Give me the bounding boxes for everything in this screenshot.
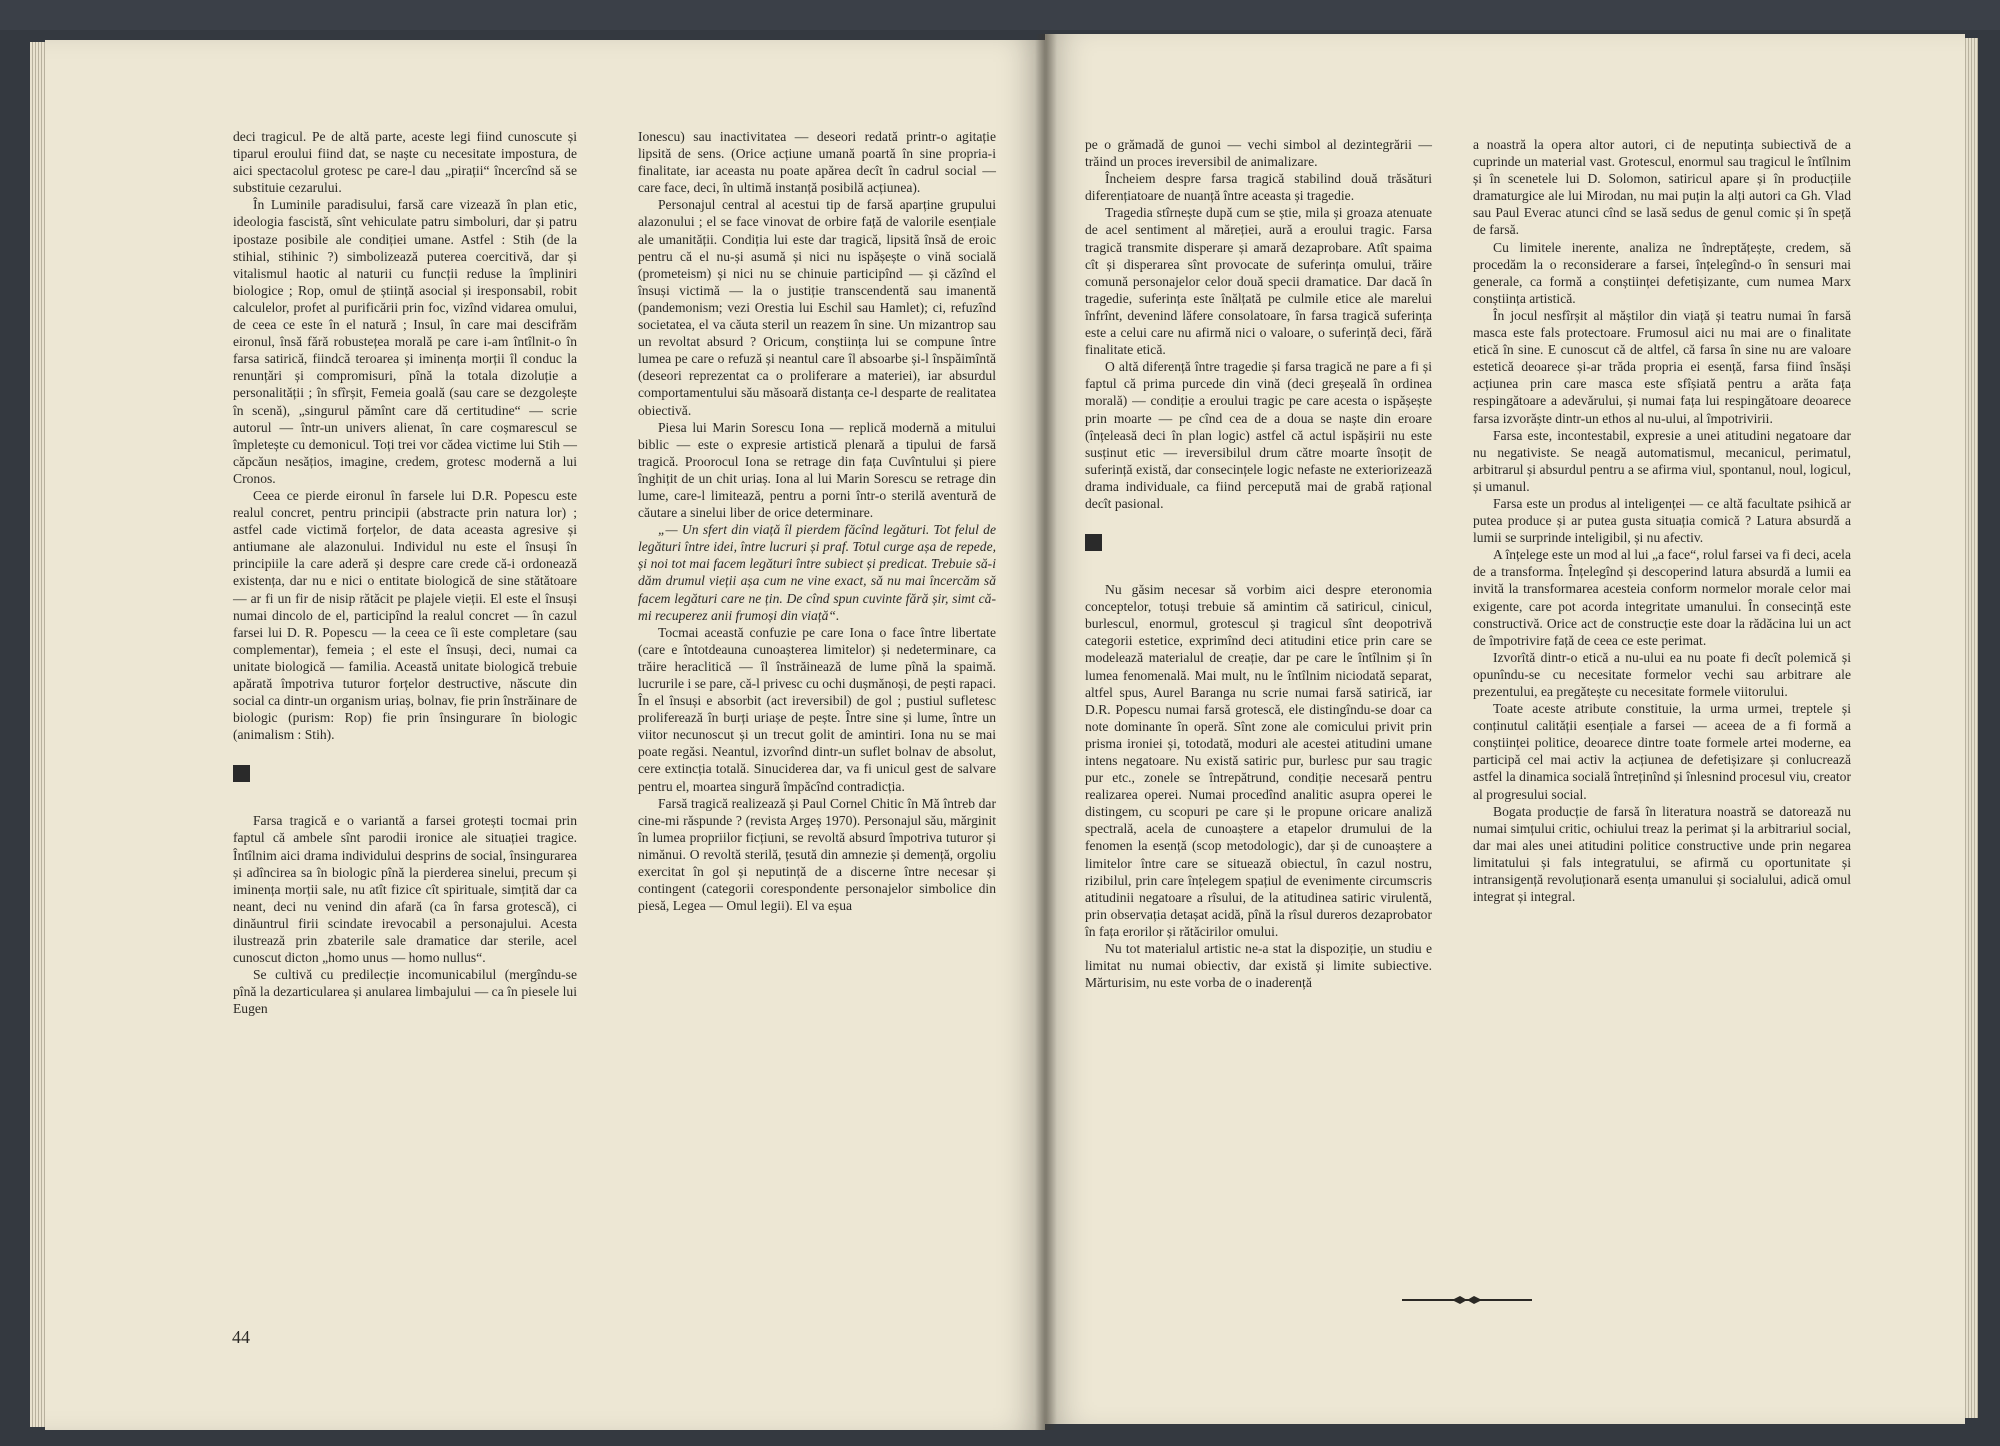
- left-page-column-2: [638, 128, 996, 914]
- paragraph: Bogata producție de farsă în literatura noastră se datorează nu numai simțului critic, ochiului treaz la perimat și la arbitrariul social, dar mai ales unei atitudini politice constructive unde prin negarea limitatului și fals integratului, se afirmă cu oportunitate și intransigență revoluționară esența umanului și socialului, adică omul integrat și integral.: [1473, 803, 1851, 905]
- book-cover-top: [0, 0, 2000, 30]
- paragraph: În Luminile paradisului, farsă care vizează în plan etic, ideologia fascistă, sînt vehiculate patru simboluri, dar și patru ipostaze posibile ale condiției umane. Astfel : Stih (de la stihial, stihinic ?) simbolizează puterea coercitivă, dar și vitalismul haotic al naturii cu funcții reduse la împliniri biologice ; Rop, omul de știință asocial și iresponsabil, robit calculelor, profet al purificării prin foc, vizînd vidarea omului, de ceea ce este în el natură ; Insul, în care mai descifrăm eironul, însă fără robustețea morală pe care i-am întîlnit-o în farsa satirică, fiindcă teroarea și iminența morții îl conduc la renunțări și compromisuri, pînă la totala dizoluție a personalității ; în sfîrșit, Femeia goală (sau care se dezgolește în scenă), „singurul pămînt care dă certitudine“ — scrie autorul — într-un univers alienat, în care coșmarescul se împletește cu demonicul. Toți trei vor cădea victime lui Stih — căpcăun nesățios, imagine, credem, grotesc modernă a lui Cronos.: [233, 197, 577, 486]
- paragraph: Izvorîtă dintr-o etică a nu-ului ea nu poate fi decît polemică și opunîndu-se cu necesitate formelor vechi sau arbitrare ale prezentului, ea pregătește cu necesitate formele viitorului.: [1473, 649, 1851, 699]
- right-page-column-2: [1473, 136, 1851, 905]
- paragraph: Cu limitele inerente, analiza ne îndreptățește, credem, să procedăm la o reconsiderare a farsei, înțelegînd-o în sensuri mai generale, ca formă a conștiinței defetișizante, cum numea Marx conștiința artistică.: [1473, 239, 1851, 306]
- paragraph: Farsă tragică realizează și Paul Cornel Chitic în Mă întreb dar cine-mi răspunde ? (revista Argeș 1970). Personajul său, mărginit în lumea propriilor ficțiuni, se revoltă absurd împotriva tuturor și nimănui. O revoltă sterilă, țesută din amnezie și demență, orgoliu exercitat în gol și neputință de a discerne între necesar și contingent (categorii corespondente personajelor simbolice din piesă, Legea — Omul legii). El va eșua: [638, 795, 996, 914]
- paragraph: O altă diferență între tragedie și farsa tragică ne pare a fi și faptul că prima purcede din vină (deci greșeală în ordinea morală) — condiție a eroului tragic pe care acesta o ispășește prin moarte — pe cînd cea de a doua se naște din eroare (înțeleasă deci în plan logic) astfel că actul ispășirii nu este susținut etic — ireversibilul drum către moarte însoțit de suferință există, dar consecințele logic nefaste ne exteriorizează drama individuale, ca fiind percepută mai de grabă rațional decît pasional.: [1085, 359, 1432, 511]
- paragraph: Personajul central al acestui tip de farsă aparține grupului alazonului ; el se face vinovat de orbire față de valorile esențiale ale umanității. Condiția lui este dar tragică, lipsită însă de eroic pentru că el nu-și asumă și nici nu ispășește o vină socială (prometeism) și nici nu se chinuie participînd — și căzînd el însuși victimă — la o justiție transcendentă sau imanentă (pandemonism; vezi Orestia lui Eschil sau Hamlet); ci, refuzînd societatea, el va căuta steril un reazem în sine. Un mizantrop sau un revoltat absurd ? Oricum, conștiința lui se compune între lumea pe care o refuză și neantul care îl absoarbe și-l înspăimîntă (deseori reprezentat ca o proliferare a materiei), iar absurdul comportamentului său măsoară distanța ce-l desparte de realitatea obiectivă.: [638, 197, 996, 418]
- left-page-column-1: [233, 128, 577, 1018]
- paragraph: Ionescu) sau inactivitatea — deseori redată printr-o agitație lipsită de sens. (Orice acțiune umană poartă în sine propria-i finalitate, iar aceasta nu poate apărea decît în cadrul social — care face, deci, în ultimă instanță posibilă acțiunea).: [638, 129, 996, 196]
- paragraph: Ceea ce pierde eironul în farsele lui D.R. Popescu este realul concret, pentru principii (abstracte prin natura lor) ; astfel cade victimă forțelor, de data aceasta agresive și antiumane ale alazonului. Individul nu este el însuși în principiile la care aderă și despre care crede că-i ordonează existența, dar nu e nici o entitate biologică de sine stătătoare — ar fi un fir de nisip rătăcit pe plajele vieții. El este el însuși numai dincolo de el, participînd la realul concret — în cazul farsei lui D. R. Popescu — la ceea ce îi este completare (sau complementar), femeia ; el este el însuși, deci, numai ca unitate biologică — familia. Această unitate biologică trebuie apărată împotriva tuturor forțelor destructive, născute din social ca dintr-un organism uriaș, bolnav, fie prin înstrăinare de biologic (purism: Rop) fie prin însingurare în biologic (animalism : Stih).: [233, 487, 577, 743]
- end-ornament: [1402, 1295, 1532, 1305]
- paragraph: În jocul nesfîrșit al măștilor din viață și teatru numai în farsă masca este fals protectoare. Frumosul aici nu mai are o finalitate etică în sine. E cunoscut că de altfel, că farsa în sine nu are valoare estetică deoarece și-ar trăda propria ei esență, farsa fiind însăși acțiunea prin care masca este sfîșiată pentru a arăta fața respingătoare a adevărului, și numai fața lui respingătoare deoarece farsa izvorăște dintr-un ethos al nu-ului, al împotrivirii.: [1473, 307, 1851, 426]
- paragraph: Nu tot materialul artistic ne-a stat la dispoziție, un studiu e limitat nu numai obiectiv, dar există și limite subiective. Mărturisim, nu este vorba de o inaderență: [1085, 941, 1432, 991]
- paragraph: a noastră la opera altor autori, ci de neputința subiectivă de a cuprinde un material vast. Grotescul, enormul sau tragicul le întîlnim și în scenetele lui D. Solomon, satiricul apare și în producțiile dramaturgice ale lui Mirodan, nu mai puțin la alți autori ca Gh. Vlad sau Paul Everac atunci cînd se lasă sedus de genul comic și în speță de farsă.: [1473, 137, 1851, 238]
- paragraph: Se cultivă cu predilecție incomunicabilul (mergîndu-se pînă la dezarticularea și anularea limbajului — ca în piesele lui Eugen: [233, 967, 577, 1017]
- paragraph: Piesa lui Marin Sorescu Iona — replică modernă a mitului biblic — este o expresie artistică plenară a tipului de farsă tragică. Proorocul Iona se retrage din fața Cuvîntului și piere înghițit de un chit uriaș. Iona al lui Marin Sorescu se retrage din lume, care-l limitează, pentru a porni într-o sterilă aventură de căutare a sinelui liber de orice determinare.: [638, 419, 996, 521]
- section-marker: [1085, 534, 1102, 551]
- paragraph: „— Un sfert din viață îl pierdem făcînd legături. Tot felul de legături între idei, între lucruri și praf. Totul curge așa de repede, și noi tot mai facem legături între subiect și predicat. Trebuie să-i dăm drumul vieții așa cum ne vine exact, să nu mai încercăm să facem legături care ne țin. De cînd spun cuvinte fără șir, simt că-mi recuperez anii frumoși din viață“.: [638, 522, 996, 623]
- paragraph: Farsa tragică e o variantă a farsei grotești tocmai prin faptul că ambele sînt parodii ironice ale situației tragice. Întîlnim aici drama individului desprins de social, însingurarea și adîncirea sa în biologic pînă la pierderea sinelui, precum și iminența morții sale, nu atît fizice cît spirituale, simțită dar ca neant, deci nu venind din afară (ca în farsa grotescă), ci dinăuntrul firii scindate irevocabil a personajului. Acesta ilustrează prin zbaterile sale dramatice dar sterile, acel cunoscut dicton „homo unus — homo nullus“.: [233, 813, 577, 966]
- paragraph: Toate aceste atribute constituie, la urma urmei, treptele și conținutul calității esențiale a farsei — aceea de a fi formă a conștiinței politice, deoarece dintre toate formele artei moderne, ea participă cel mai activ la acțiunea de defetișizare și conlucrează astfel la dinamica socială întreținînd și înlesnind procesul viu, creator al progresului social.: [1473, 701, 1851, 802]
- paragraph: Farsa este, incontestabil, expresie a unei atitudini negatoare dar nu negativiste. Se neagă automatismul, mecanicul, perimatul, arbitrarul și absurdul pentru a se afirma viul, spontanul, noul, logicul, și umanul.: [1473, 427, 1851, 494]
- paragraph: Farsa este un produs al inteligenței — ce altă facultate psihică ar putea produce și ar putea gusta situația comică ? Latura absurdă a lumii se surprinde inteligibil, și nu afectiv.: [1473, 495, 1851, 546]
- book-gutter: [1035, 34, 1057, 1430]
- paragraph: A înțelege este un mod al lui „a face“, rolul farsei va fi deci, acela de a transforma. Înțelegînd și descoperind latura absurdă a lumii ea invită la transformarea acesteia conform normelor morale celor mai exigente, care pot acorda integritate umanului. În consecință este constructivă. Orice act de construcție este doar la rădăcina lui un act de împotrivire față de ceea ce este perimat.: [1473, 547, 1851, 648]
- section-marker: [233, 765, 250, 782]
- paragraph: Tragedia stîrnește după cum se știe, mila și groaza atenuate de acel sentiment al măreției, aură a eroului tragic. Farsa tragică transmite disperare și amară dezaprobare. Atît spaima cît și disperarea sînt provocate de suferința omului, trăire comună personajelor celor două specii dramatice. Dar dacă în tragedie, suferința este înălțată pe culmile etice ale marelui înfrînt, devenind lăfere consolatoare, în farsa tragică suferința este a celui care nu afirmă nici o valoare, o suferință deci, fără finalitate etică.: [1085, 205, 1432, 358]
- paragraph: Tocmai această confuzie pe care Iona o face între libertate (care e întotdeauna cunoașterea limitelor) și nedeterminare, ca trăire heraclitică — îl înstrăinează de lume pînă la spaimă. lucrurile i se pare, că-l privesc cu ochi dușmănoși, de pești rapaci. În el însuși e absorbit (act ireversibil) de gol ; pustiul sufletesc proliferează în burți uriașe de pește. Între sine și lume, între un viitor necunoscut și un trecut golit de amintiri. Iona nu se mai poate regăsi. Neantul, izvorînd dintr-un suflet bolnav de absolut, cere extincția totală. Sinuciderea dar, va fi unicul gest de salvare pentru el, moartea singură împăcînd contradicția.: [638, 624, 996, 794]
- paragraph: pe o grămadă de gunoi — vechi simbol al dezintegrării — trăind un proces ireversibil de animalizare.: [1085, 137, 1432, 170]
- paragraph: deci tragicul. Pe de altă parte, aceste legi fiind cunoscute și tiparul eroului fiind dat, se naște cu necesitate impostura, de aici spectacolul grotesc pe care-l dau „pirații“ încercînd să se substituie cezarului.: [233, 129, 577, 196]
- paragraph: Încheiem despre farsa tragică stabilind două trăsături diferențiatoare de nuanță între aceasta și tragedie.: [1085, 171, 1432, 204]
- page-number: 44: [232, 1327, 250, 1347]
- right-page-column-1: [1085, 136, 1432, 991]
- paragraph: Nu găsim necesar să vorbim aici despre eteronomia conceptelor, totuși trebuie să amintim că satiricul, cinicul, burlescul, enormul, grotescul și tragicul sînt deopotrivă categorii estetice, exprimînd deci atitudini etice prin care se modelează materialul de creație, dar pe care le întîlnim și în lumea fenomenală. Mai mult, nu le întîlnim niciodată separat, altfel spus, Aurel Baranga nu scrie numai farsă satirică, iar D.R. Popescu numai farsă grotescă, ele distingîndu-se doar ca note dominante în operă. Sînt zone ale comicului privit prin prisma ironiei și, totodată, moduri ale acestei atitudini umane intens negatoare. Nu există satiric pur, burlesc pur sau tragic pur etc., zonele se întrepătrund, condiție necesară pentru realizarea operei. Numai procedînd analitic asupra operei le distingem, cu scopuri pe care și le propune oricare analiză spectrală, acela de cunoaștere a etapelor drumului de la fenomen la esență (scop metodologic), dar și de cunoaștere a limitelor între care se situează obiectul, în cazul nostru, rizibilul, prin care înțelegem spațiul de evenimente circumscris atitudinii negatoare a rîsului, de la atitudinea satiric virulentă, prin observația detașat acidă, pînă la rîsul dureros dezaprobator în fața erorilor și rătăcirilor omului.: [1085, 582, 1432, 939]
